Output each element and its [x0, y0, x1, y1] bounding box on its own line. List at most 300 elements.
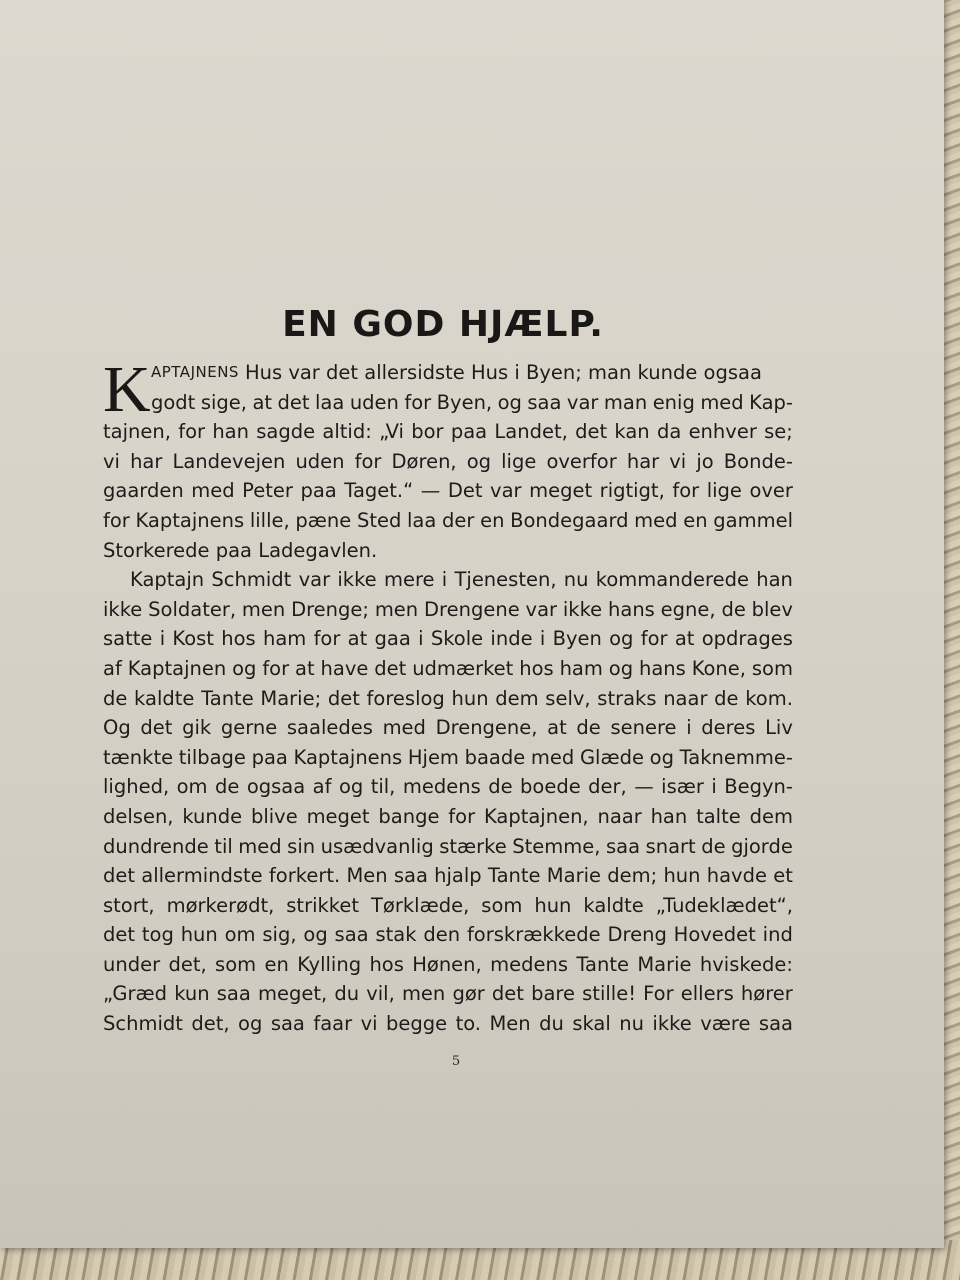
word: har	[626, 449, 660, 473]
line-text	[103, 891, 793, 921]
word: hans	[608, 597, 655, 621]
word: to.	[455, 1012, 482, 1036]
word: laa	[315, 390, 345, 414]
word: meget	[529, 479, 593, 503]
word: naar	[663, 686, 708, 710]
word: saa	[270, 1012, 305, 1036]
word: og	[497, 390, 522, 414]
word: var	[525, 597, 558, 621]
text-line	[103, 536, 793, 566]
word: Kost	[172, 627, 214, 651]
word: det	[103, 864, 136, 888]
word: paa	[300, 479, 337, 503]
word: gaarden	[103, 479, 184, 503]
word: Døren,	[391, 449, 457, 473]
text-line	[103, 506, 793, 536]
text-line	[103, 891, 793, 921]
word: altid:	[322, 420, 372, 444]
text-line	[103, 447, 793, 477]
line-text	[103, 595, 793, 625]
word: en	[480, 508, 505, 532]
word: de	[701, 834, 726, 858]
word: Kone,	[691, 656, 746, 680]
line-text	[103, 476, 793, 506]
text-line	[103, 802, 793, 832]
word: jo	[696, 449, 714, 473]
word: Schmidt	[211, 568, 292, 592]
word: at	[674, 627, 695, 651]
word: Begyn-	[724, 775, 793, 799]
word: hviskede:	[699, 952, 793, 976]
word: ind	[762, 923, 793, 947]
word: Bonde-	[723, 449, 793, 473]
word: der,	[588, 775, 627, 799]
line-text	[103, 861, 793, 891]
word: have	[320, 656, 369, 680]
word: og	[338, 775, 364, 799]
word: for	[672, 479, 700, 503]
word: Hjem	[407, 745, 459, 769]
word: Kaptajnen,	[483, 804, 589, 828]
word: især	[661, 775, 704, 799]
word: stort,	[103, 893, 155, 917]
word: Marie	[546, 864, 602, 888]
word: enhver	[688, 420, 757, 444]
text-line	[103, 417, 793, 447]
word: delsen,	[103, 804, 174, 828]
word: Kaptajnens	[135, 508, 245, 532]
word: af	[312, 775, 332, 799]
word: kommanderede	[595, 568, 749, 592]
word: vi	[103, 449, 120, 473]
word: for	[262, 656, 290, 680]
word: dem	[749, 804, 793, 828]
word: For	[643, 982, 674, 1006]
word: gør	[452, 982, 485, 1006]
word: Taknemme-	[679, 745, 793, 769]
word: i	[418, 627, 424, 651]
word: gerne	[220, 716, 278, 740]
text-line	[103, 979, 793, 1009]
word: ham	[262, 627, 307, 651]
word: skal	[572, 1012, 611, 1036]
word: og	[608, 656, 634, 680]
word: har	[130, 449, 163, 473]
word: være	[700, 1012, 751, 1036]
word: det	[277, 390, 310, 414]
word: straks	[597, 686, 657, 710]
text-line	[103, 713, 793, 743]
word: Sted	[356, 508, 402, 532]
word: selv,	[545, 686, 591, 710]
word: gjorde	[731, 834, 793, 858]
word: saa	[216, 982, 251, 1006]
word: men	[241, 597, 286, 621]
word: saa	[334, 923, 369, 947]
word: senere	[610, 716, 677, 740]
word: kunde	[182, 804, 243, 828]
word: med	[530, 745, 575, 769]
word: i	[159, 627, 166, 651]
word: med	[700, 390, 744, 414]
word: Landevejen	[172, 449, 286, 473]
word: forskrækkede	[466, 923, 601, 947]
word: inde	[490, 627, 533, 651]
word: Marie	[637, 952, 692, 976]
word: gaa	[374, 627, 411, 651]
word: sig,	[262, 923, 297, 947]
word: man	[603, 390, 648, 414]
text-line	[103, 861, 793, 891]
word: lighed,	[103, 775, 170, 799]
word: under	[103, 952, 161, 976]
word: han	[212, 420, 249, 444]
word: Kap-	[749, 390, 793, 414]
word: vil,	[366, 982, 395, 1006]
text-line	[103, 358, 793, 388]
text-line	[103, 565, 793, 595]
word: meget,	[257, 982, 328, 1006]
word: tænkte	[103, 745, 174, 769]
word: for	[103, 508, 130, 532]
word: du	[539, 1012, 564, 1036]
word: det	[327, 686, 360, 710]
word: allermindste	[141, 864, 263, 888]
page-number: 5	[451, 1054, 461, 1069]
word: sin	[287, 834, 316, 858]
line-text: Storkerede paa Ladegavlen.	[103, 538, 378, 562]
word: deres	[701, 716, 756, 740]
word: paa	[450, 420, 488, 444]
word: Tørklæde,	[371, 893, 470, 917]
word: stille!	[582, 982, 637, 1006]
word: som	[751, 656, 793, 680]
word: i	[539, 627, 546, 651]
word: for	[313, 627, 341, 651]
word: dem;	[607, 864, 658, 888]
line-text	[151, 388, 793, 418]
word: „Vi	[379, 420, 404, 444]
word: med	[634, 508, 678, 532]
word: bange	[378, 804, 440, 828]
word: saa	[527, 390, 562, 414]
first-line-text: Hus var det allersidste Hus i Byen; man kunde ogsaa	[244, 361, 762, 384]
word: opdrages	[701, 627, 793, 651]
word: og	[232, 656, 257, 680]
text-line	[103, 388, 793, 418]
word: Schmidt	[103, 1012, 183, 1036]
word: ikke	[652, 1012, 692, 1036]
word: „Tudeklædet“,	[655, 893, 793, 917]
word: se;	[764, 420, 793, 444]
word: enig	[652, 390, 695, 414]
word: en	[683, 508, 708, 532]
word: hos	[221, 627, 256, 651]
chapter-title: EN GOD HJÆLP.	[282, 304, 604, 345]
word: forkert.	[268, 864, 341, 888]
text-line	[103, 832, 793, 862]
word: som	[481, 893, 523, 917]
word: Liv	[765, 716, 793, 740]
word: talte	[696, 804, 741, 828]
word: med	[191, 479, 235, 503]
word: dem	[495, 686, 539, 710]
word: var	[298, 568, 331, 592]
word: medens	[402, 775, 481, 799]
word: Byen,	[436, 390, 493, 414]
word: pæne	[295, 508, 352, 532]
word: mere	[383, 568, 435, 592]
word: i	[441, 568, 448, 592]
word: nu	[619, 1012, 644, 1036]
word: gik	[182, 716, 212, 740]
word: for	[354, 449, 382, 473]
first-line-wrap	[151, 358, 793, 388]
word: gammel	[713, 508, 793, 532]
word: kan	[614, 420, 650, 444]
word: usædvanlig	[320, 834, 434, 858]
word: og	[466, 449, 492, 473]
text-line	[103, 684, 793, 714]
word: til,	[370, 775, 396, 799]
word: uden	[295, 449, 345, 473]
line-text	[103, 713, 793, 743]
word: lille,	[249, 508, 290, 532]
word: begge	[385, 1012, 448, 1036]
line-text	[103, 654, 793, 684]
word: havde	[706, 864, 767, 888]
word: og	[238, 1012, 263, 1036]
word: for	[178, 420, 206, 444]
word: Bondegaard	[510, 508, 629, 532]
line-text	[103, 772, 793, 802]
word: hans	[638, 656, 686, 680]
word: ikke	[337, 568, 377, 592]
word: ogsaa	[246, 775, 306, 799]
word: og	[303, 923, 328, 947]
word: som	[215, 952, 257, 976]
word: lige	[706, 479, 742, 503]
text-line	[103, 920, 793, 950]
word: saa	[606, 834, 641, 858]
word: Hønen,	[412, 952, 482, 976]
word: for	[448, 804, 476, 828]
word: den	[423, 923, 461, 947]
word: det,	[168, 952, 207, 976]
word: Byen	[552, 627, 602, 651]
word: hos	[519, 656, 554, 680]
word: Men	[346, 864, 388, 888]
word: blive	[250, 804, 298, 828]
word: boede	[520, 775, 581, 799]
text-line	[103, 1009, 793, 1039]
word: det	[491, 982, 524, 1006]
word: Og	[103, 716, 131, 740]
word: et	[773, 864, 793, 888]
word: stærke	[439, 834, 507, 858]
word: de	[488, 775, 513, 799]
word: af	[103, 656, 122, 680]
word: kaldte	[583, 893, 644, 917]
word: var	[490, 479, 522, 503]
word: tajnen,	[103, 420, 171, 444]
word: paa	[251, 745, 288, 769]
word: Dreng	[607, 923, 667, 947]
line-text	[103, 979, 793, 1009]
word: kun	[174, 982, 210, 1006]
text-line	[103, 654, 793, 684]
word: Tante	[487, 864, 541, 888]
word: dundrende	[103, 834, 209, 858]
line-text	[103, 447, 793, 477]
word: bor	[411, 420, 444, 444]
word: Glæde	[579, 745, 644, 769]
word: ikke	[103, 597, 143, 621]
word: hun	[534, 893, 572, 917]
word: stak	[375, 923, 417, 947]
word: overfor	[546, 449, 617, 473]
word: hun	[451, 686, 489, 710]
word: tilbage	[178, 745, 246, 769]
word: naar	[597, 804, 642, 828]
word: til	[214, 834, 233, 858]
word: de	[576, 716, 601, 740]
word: var	[566, 390, 599, 414]
word: i	[711, 775, 717, 799]
word: Marie;	[260, 686, 322, 710]
word: det	[575, 420, 608, 444]
word: han	[756, 568, 793, 592]
word: udmærket	[412, 656, 514, 680]
word: Det	[447, 479, 483, 503]
word: —	[420, 479, 441, 503]
word: kom.	[745, 686, 793, 710]
line-text	[103, 624, 793, 654]
word: men	[401, 982, 446, 1006]
word: om	[224, 923, 256, 947]
word: de	[721, 597, 746, 621]
word: at	[547, 716, 567, 740]
word: satte	[103, 627, 153, 651]
word: hos	[369, 952, 404, 976]
line-text	[103, 506, 793, 536]
word: med	[238, 834, 282, 858]
word: at	[252, 390, 273, 414]
word: mørkerødt,	[166, 893, 275, 917]
text-line	[103, 772, 793, 802]
word: at	[295, 656, 315, 680]
word: og	[609, 627, 634, 651]
word: han	[650, 804, 688, 828]
word: vi	[669, 449, 687, 473]
word: bare	[531, 982, 575, 1006]
text-line	[103, 624, 793, 654]
line-text	[103, 684, 793, 714]
word: de	[103, 686, 128, 710]
word: lige	[501, 449, 537, 473]
text-line	[103, 476, 793, 506]
word: laa	[407, 508, 437, 532]
word: da	[656, 420, 682, 444]
word: sige,	[200, 390, 247, 414]
text-line	[103, 950, 793, 980]
drop-cap: K	[103, 353, 151, 426]
word: ikke	[562, 597, 603, 621]
word: der	[442, 508, 475, 532]
word: strikket	[286, 893, 360, 917]
word: Stemme,	[512, 834, 601, 858]
word: de	[714, 686, 739, 710]
word: hører	[740, 982, 793, 1006]
word: Soldater,	[148, 597, 237, 621]
word: Kaptajnen	[127, 656, 227, 680]
word: snart	[645, 834, 696, 858]
word: Hovedet	[673, 923, 756, 947]
line-text	[130, 565, 793, 595]
word: Drengene	[424, 597, 520, 621]
word: hun	[180, 923, 218, 947]
word: Kaptajnens	[293, 745, 403, 769]
word: blev	[751, 597, 793, 621]
word: Skole	[430, 627, 484, 651]
word: Tante	[201, 686, 254, 710]
word: en	[264, 952, 289, 976]
word: Kylling	[297, 952, 362, 976]
word: at	[347, 627, 368, 651]
word: sagde	[256, 420, 316, 444]
word: i	[686, 716, 692, 740]
word: det	[103, 923, 136, 947]
word: saa	[393, 864, 428, 888]
text-line	[103, 743, 793, 773]
word: om	[176, 775, 208, 799]
word: saa	[758, 1012, 793, 1036]
word: det,	[191, 1012, 230, 1036]
word: Peter	[242, 479, 293, 503]
word: rigtigt,	[599, 479, 665, 503]
word: Kaptajn	[130, 568, 205, 592]
word: Taget.“	[344, 479, 414, 503]
text-line	[103, 595, 793, 625]
word: og	[649, 745, 674, 769]
word: Drenge;	[291, 597, 369, 621]
word: vi	[360, 1012, 378, 1036]
word: for	[404, 390, 432, 414]
line-text	[103, 417, 793, 447]
word: nu	[563, 568, 589, 592]
word: meget	[306, 804, 370, 828]
line-text	[103, 743, 793, 773]
word: —	[634, 775, 654, 799]
word: egne,	[660, 597, 716, 621]
word: baade	[464, 745, 526, 769]
word: for	[640, 627, 668, 651]
line-text	[103, 1009, 793, 1039]
word: faar	[313, 1012, 353, 1036]
word: foreslog	[366, 686, 445, 710]
word: hun	[663, 864, 701, 888]
word: godt	[151, 390, 196, 414]
word: men	[374, 597, 419, 621]
word: Drengene,	[435, 716, 538, 740]
word: over	[749, 479, 793, 503]
line-text	[103, 832, 793, 862]
word: Tjenesten,	[454, 568, 557, 592]
word: medens	[490, 952, 568, 976]
word: Men	[489, 1012, 531, 1036]
body-text	[103, 353, 793, 1039]
word: det	[374, 656, 407, 680]
